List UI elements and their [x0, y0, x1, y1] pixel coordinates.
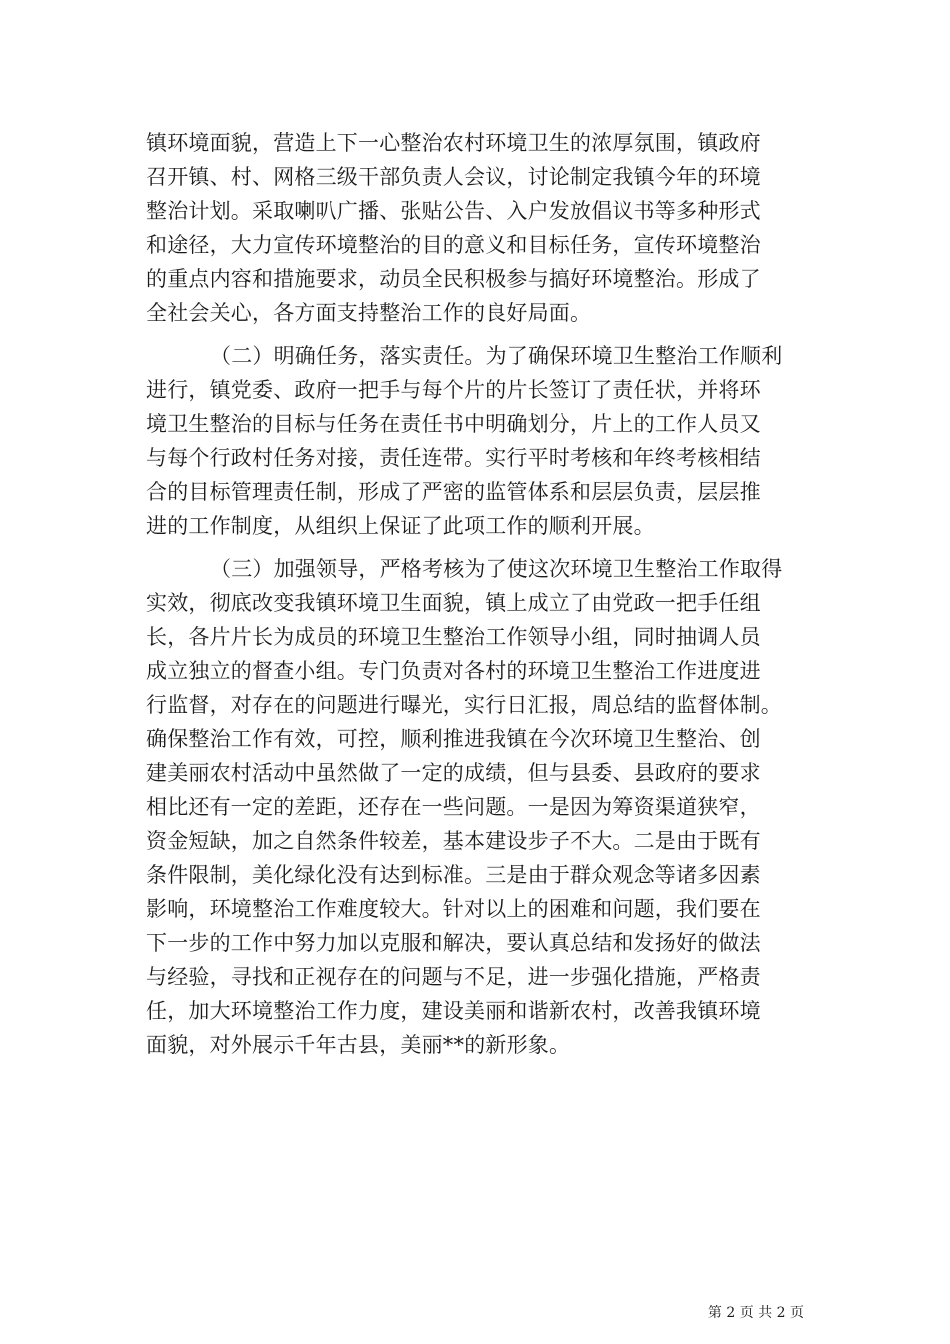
text-line: 确保整治工作有效，可控，顺利推进我镇在今次环境卫生整治、创 [146, 727, 761, 751]
text-line: 成立独立的督查小组。专门负责对各村的环境卫生整治工作进度进 [146, 659, 761, 683]
text-line: 资金短缺，加之自然条件较差，基本建设步子不大。二是由于既有 [146, 829, 761, 853]
paragraph-3-first-line: （三）加强领导，严格考核为了使这次环境卫生整治工作取得 [210, 557, 783, 581]
text-line: 行监督，对存在的问题进行曝光，实行日汇报，周总结的监督体制。 [146, 693, 782, 717]
text-line: 整治计划。采取喇叭广播、张贴公告、入户发放倡议书等多种形式 [146, 199, 761, 223]
text-line: 实效，彻底改变我镇环境卫生面貌，镇上成立了由党政一把手任组 [146, 591, 761, 615]
page-number: 第 2 页 共 2 页 [707, 1305, 804, 1321]
text-line: 与经验，寻找和正视存在的问题与不足，进一步强化措施，严格责 [146, 965, 761, 989]
text-line: 下一步的工作中努力加以克服和解决，要认真总结和发扬好的做法 [146, 931, 761, 955]
text-line: 召开镇、村、网格三级干部负责人会议，讨论制定我镇今年的环境 [146, 165, 761, 189]
text-line: 建美丽农村活动中虽然做了一定的成绩，但与县委、县政府的要求 [146, 761, 761, 785]
text-line: 境卫生整治的目标与任务在责任书中明确划分，片上的工作人员又 [146, 412, 761, 436]
text-line: 进的工作制度，从组织上保证了此项工作的顺利开展。 [146, 514, 655, 538]
paragraph-2-first-line: （二）明确任务，落实责任。为了确保环境卫生整治工作顺利 [210, 344, 783, 368]
text-line: 相比还有一定的差距，还存在一些问题。一是因为筹资渠道狭窄， [146, 795, 761, 819]
text-line: 与每个行政村任务对接，责任连带。实行平时考核和年终考核相结 [146, 446, 761, 470]
text-line: 影响，环境整治工作难度较大。针对以上的困难和问题，我们要在 [146, 897, 761, 921]
text-line: 任，加大环境整治工作力度，建设美丽和谐新农村，改善我镇环境 [146, 999, 761, 1023]
text-line: 全社会关心，各方面支持整治工作的良好局面。 [146, 301, 592, 325]
text-line: 条件限制，美化绿化没有达到标准。三是由于群众观念等诸多因素 [146, 863, 761, 887]
text-line: 长，各片片长为成员的环境卫生整治工作领导小组，同时抽调人员 [146, 625, 761, 649]
text-line: 进行，镇党委、政府一把手与每个片的片长签订了责任状，并将环 [146, 378, 761, 402]
text-line: 的重点内容和措施要求，动员全民积极参与搞好环境整治。形成了 [146, 267, 761, 291]
text-line: 和途径，大力宣传环境整治的目的意义和目标任务，宣传环境整治 [146, 233, 761, 257]
text-line: 面貌，对外展示千年古县，美丽**的新形象。 [146, 1033, 571, 1057]
text-line: 镇环境面貌，营造上下一心整治农村环境卫生的浓厚氛围，镇政府 [146, 131, 761, 155]
text-line: 合的目标管理责任制，形成了严密的监管体系和层层负责，层层推 [146, 480, 761, 504]
